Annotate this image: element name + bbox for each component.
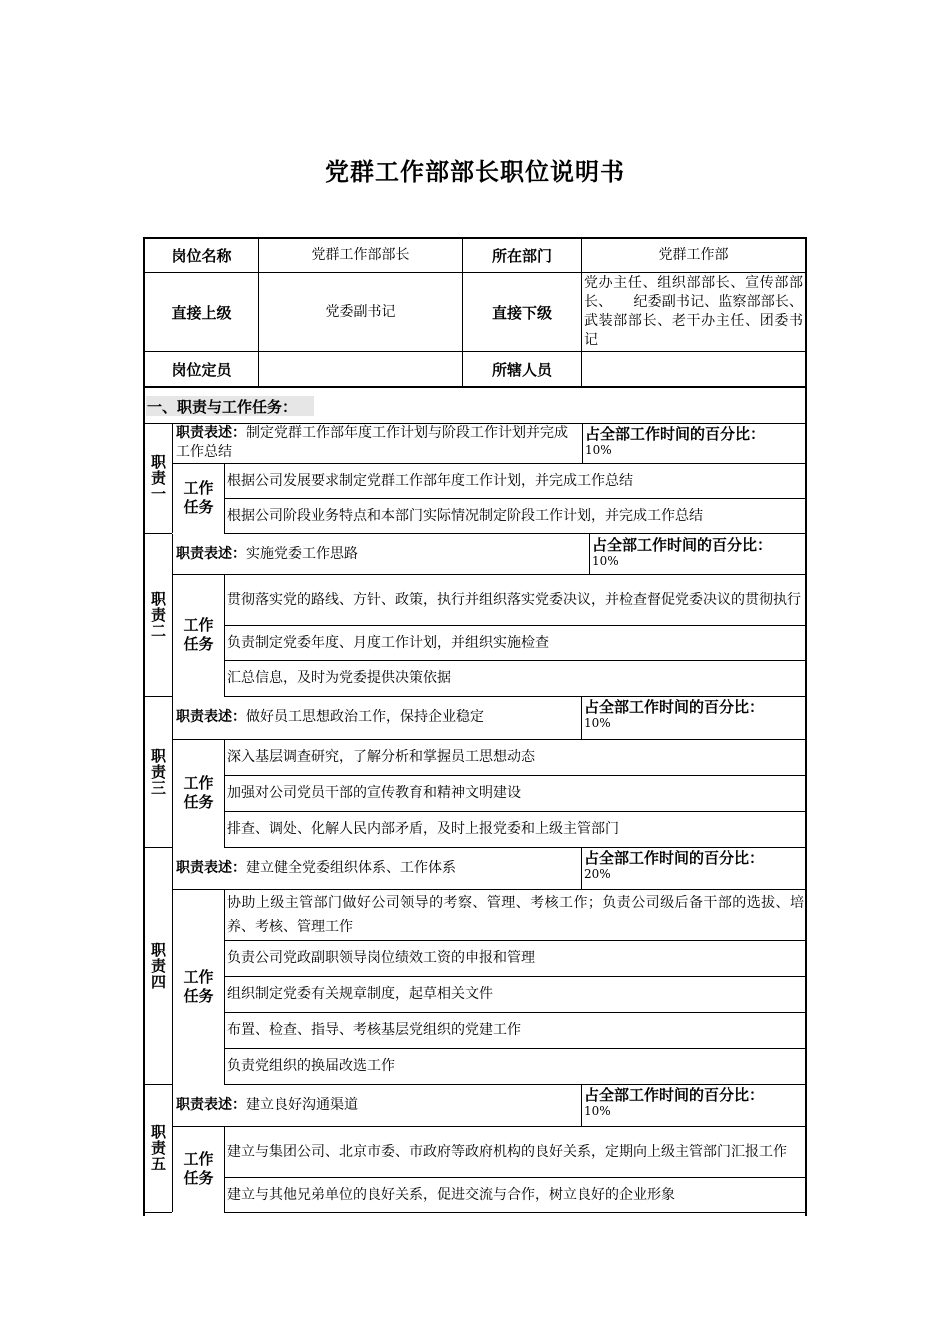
percent-label: 占全部工作时间的百分比： bbox=[584, 1086, 765, 1104]
task-item: 负责公司党政副职领导岗位绩效工资的申报和管理 bbox=[227, 950, 535, 966]
percent-value: 10% bbox=[584, 716, 611, 730]
task-label: 工作任务 bbox=[183, 1150, 214, 1187]
headcount-label: 岗位定员 bbox=[171, 360, 232, 379]
task-item: 负责党组织的换届改选工作 bbox=[227, 1058, 395, 1074]
staff-label: 所辖人员 bbox=[491, 360, 552, 379]
duty-name: 职责一 bbox=[149, 454, 167, 502]
subordinate-label: 直接下级 bbox=[491, 303, 552, 322]
duty-statement-text: 制定党群工作部年度工作计划与阶段工作计划并完成工作总结 bbox=[176, 425, 568, 460]
duty-name: 职责五 bbox=[149, 1124, 167, 1172]
divider bbox=[224, 847, 807, 848]
percent-value: 10% bbox=[584, 1104, 611, 1118]
position-value: 党群工作部部长 bbox=[311, 247, 410, 263]
duty-statement-label: 职责表述： bbox=[176, 859, 246, 876]
divider bbox=[581, 1084, 582, 1126]
task-item: 建立与集团公司、北京市委、市政府等政府机构的良好关系，定期向上级主管部门汇报工作 bbox=[227, 1143, 787, 1160]
duty-statement-label: 职责表述： bbox=[176, 425, 246, 441]
divider bbox=[224, 696, 807, 697]
duty-statement-text: 建立健全党委组织体系、工作体系 bbox=[246, 859, 456, 876]
staff-value bbox=[582, 352, 805, 386]
percent-label: 占全部工作时间的百分比： bbox=[584, 698, 765, 716]
task-label: 工作任务 bbox=[183, 967, 214, 1005]
divider bbox=[581, 696, 582, 739]
divider bbox=[224, 1084, 807, 1085]
duty-statement-label: 职责表述： bbox=[176, 545, 246, 562]
duty-statement-label: 职责表述： bbox=[176, 709, 246, 725]
percent-value: 20% bbox=[584, 867, 611, 881]
duty-name: 职责三 bbox=[149, 747, 167, 796]
subordinate-value: 党办主任、组织部部长、宣传部部长、 纪委副书记、监察部部长、武装部部长、老干办主任、团委书记 bbox=[584, 275, 803, 348]
section-heading: 一、职责与工作任务： bbox=[147, 398, 298, 416]
task-item: 贯彻落实党的路线、方针、政策，执行并组织落实党委决议，并检查督促党委决议的贯彻执行 bbox=[227, 591, 801, 608]
page-title: 党群工作部部长职位说明书 bbox=[325, 158, 625, 186]
duty-statement bbox=[176, 536, 587, 572]
divider bbox=[589, 534, 590, 574]
task-item: 排查、调处、化解人民内部矛盾，及时上报党委和上级主管部门 bbox=[227, 821, 619, 837]
task-item: 汇总信息，及时为党委提供决策依据 bbox=[227, 670, 451, 686]
divider bbox=[582, 423, 583, 463]
divider bbox=[224, 574, 225, 696]
divider bbox=[224, 1212, 807, 1213]
duty-statement bbox=[176, 1086, 579, 1124]
headcount-value bbox=[259, 352, 462, 386]
task-item: 组织制定党委有关规章制度，起草相关文件 bbox=[227, 986, 493, 1002]
duty-statement-text: 实施党委工作思路 bbox=[246, 545, 358, 562]
duty-statement-label: 职责表述： bbox=[176, 1096, 246, 1113]
task-label: 工作任务 bbox=[183, 479, 214, 516]
superior-label: 直接上级 bbox=[171, 303, 232, 322]
percent-value: 10% bbox=[592, 554, 619, 568]
task-item: 深入基层调查研究，了解分析和掌握员工思想动态 bbox=[227, 749, 535, 765]
divider bbox=[224, 739, 225, 847]
percent-label: 占全部工作时间的百分比： bbox=[585, 425, 766, 443]
percent-cell bbox=[592, 536, 805, 572]
task-label: 工作任务 bbox=[183, 774, 214, 811]
task-item: 负责制定党委年度、月度工作计划，并组织实施检查 bbox=[227, 634, 549, 651]
divider bbox=[581, 847, 582, 889]
divider bbox=[143, 1212, 172, 1213]
dept-value: 党群工作部 bbox=[658, 247, 729, 263]
duty-statement bbox=[176, 849, 579, 887]
percent-cell bbox=[584, 1086, 805, 1124]
percent-value: 10% bbox=[585, 443, 612, 457]
duty-statement bbox=[176, 698, 579, 737]
duty-name: 职责二 bbox=[149, 591, 167, 639]
task-item: 加强对公司党员干部的宣传教育和精神文明建设 bbox=[227, 785, 521, 801]
percent-cell bbox=[584, 849, 805, 887]
task-item: 根据公司发展要求制定党群工作部年度工作计划，并完成工作总结 bbox=[227, 472, 633, 489]
percent-cell bbox=[584, 698, 805, 737]
task-item: 根据公司阶段业务特点和本部门实际情况制定阶段工作计划，并完成工作总结 bbox=[227, 507, 703, 524]
dept-label: 所在部门 bbox=[491, 247, 552, 265]
duty-statement-text: 做好员工思想政治工作，保持企业稳定 bbox=[246, 709, 484, 725]
percent-cell bbox=[585, 425, 805, 461]
percent-label: 占全部工作时间的百分比： bbox=[592, 536, 773, 554]
position-label: 岗位名称 bbox=[171, 247, 232, 265]
superior-value: 党委副书记 bbox=[325, 303, 396, 320]
duty-name: 职责四 bbox=[149, 941, 167, 990]
divider bbox=[224, 889, 225, 1084]
duty-statement-text: 建立良好沟通渠道 bbox=[246, 1096, 358, 1113]
duty-statement bbox=[176, 425, 580, 461]
divider bbox=[224, 1126, 225, 1212]
task-item: 协助上级主管部门做好公司领导的考察、管理、考核工作；负责公司级后备干部的选拔、培养、考核、管理工作 bbox=[227, 894, 804, 935]
task-item: 布置、检查、指导、考核基层党组织的党建工作 bbox=[227, 1022, 521, 1038]
task-label: 工作任务 bbox=[183, 616, 214, 653]
task-item: 建立与其他兄弟单位的良好关系，促进交流与合作，树立良好的企业形象 bbox=[227, 1186, 675, 1203]
percent-label: 占全部工作时间的百分比： bbox=[584, 849, 765, 867]
divider bbox=[224, 533, 807, 534]
